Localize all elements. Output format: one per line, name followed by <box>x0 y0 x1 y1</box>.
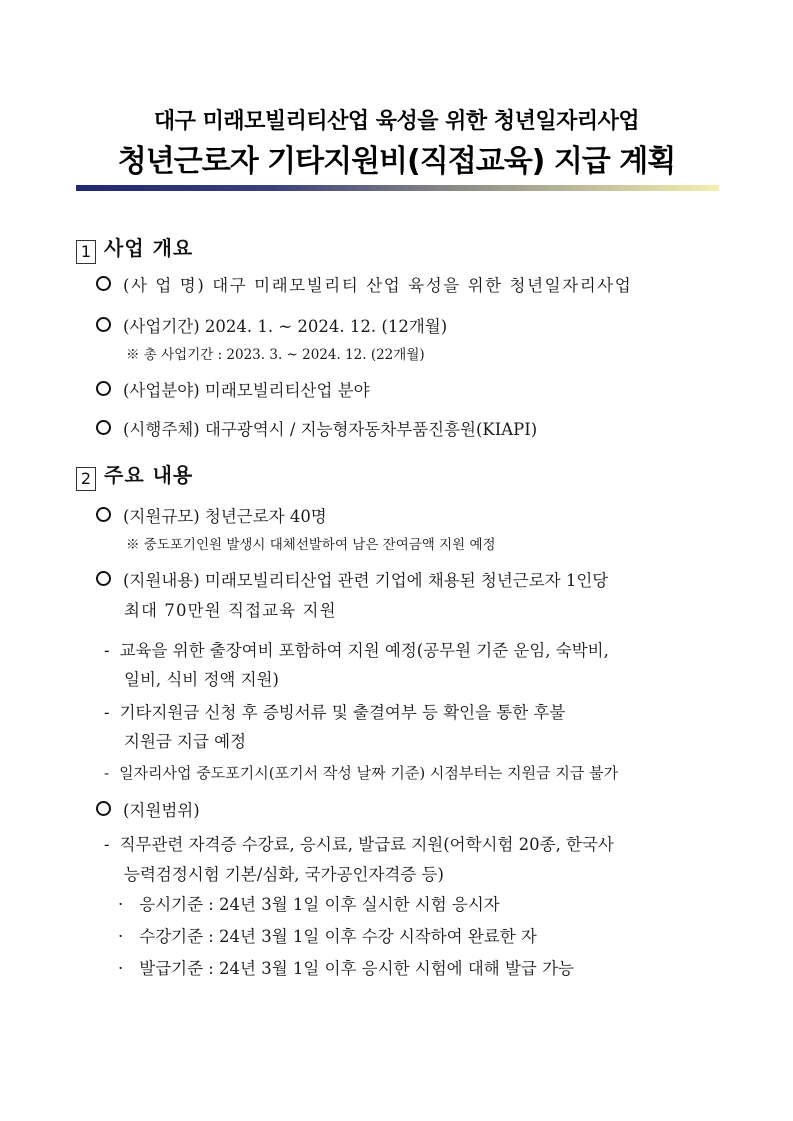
dash-item-continuation <box>124 666 279 690</box>
item-text: 직무관련 자격증 수강료, 응시료, 발급료 지원(어학시험 20종, 한국사 <box>119 835 614 854</box>
item-text: 수강기준 : 24년 3월 1일 이후 수강 시작하여 완료한 자 <box>139 927 537 946</box>
section-number-box: 1 <box>76 240 96 264</box>
circle-bullet-icon <box>96 571 111 586</box>
item-text: 일자리사업 중도포기시(포기서 작성 날짜 기준) 시점부터는 지원금 지급 불가 <box>119 764 619 782</box>
circle-bullet-icon <box>96 381 111 396</box>
item-text: 기타지원금 신청 후 증빙서류 및 출결여부 등 확인을 통한 후불 <box>119 703 566 722</box>
section-title: 주요 내용 <box>104 463 194 487</box>
document-title-line2: 청년근로자 기타지원비(직접교육) 지급 계획 <box>117 144 676 179</box>
section-number-box: 2 <box>76 467 96 491</box>
circle-bullet-icon <box>96 317 111 332</box>
dash-bullet: - <box>104 641 110 660</box>
dot-item <box>118 955 574 979</box>
list-item <box>96 272 632 296</box>
dot-item <box>118 923 537 947</box>
note-text: ※ 중도포기인원 발생시 대체선발하여 남은 잔여금액 지원 예정 <box>126 537 496 553</box>
dash-item <box>104 762 618 783</box>
list-item <box>96 377 370 401</box>
list-item <box>96 416 537 440</box>
item-text: 최대 70만원 직접교육 지원 <box>124 601 337 620</box>
item-text: 지원금 지급 예정 <box>124 732 247 751</box>
dot-bullet: · <box>118 927 124 946</box>
note-text: ※ 총 사업기간 : 2023. 3. ~ 2024. 12. (22개월) <box>126 347 425 363</box>
dot-bullet: · <box>118 959 124 978</box>
item-text: 응시기준 : 24년 3월 1일 이후 실시한 시험 응시자 <box>139 895 500 914</box>
list-item <box>96 503 327 527</box>
item-text: 발급기준 : 24년 3월 1일 이후 응시한 시험에 대해 발급 가능 <box>139 959 574 978</box>
list-item <box>96 567 608 591</box>
item-text: (지원내용) 미래모빌리티산업 관련 기업에 채용된 청년근로자 1인당 <box>123 571 609 590</box>
dash-item <box>104 637 609 661</box>
item-text: 능력검정시험 기본/심화, 국가공인자격증 등) <box>124 865 444 884</box>
document-title-line1: 대구 미래모빌리티산업 육성을 위한 청년일자리사업 <box>153 109 640 134</box>
circle-bullet-icon <box>96 507 111 522</box>
dash-bullet: - <box>104 764 110 782</box>
circle-bullet-icon <box>96 276 111 291</box>
list-item <box>96 797 200 821</box>
item-text: 교육을 위한 출장여비 포함하여 지원 예정(공무원 기준 운임, 숙박비, <box>119 641 609 660</box>
item-text: (사 업 명) 대구 미래모빌리티 산업 육성을 위한 청년일자리사업 <box>123 276 633 295</box>
item-text: (사업분야) 미래모빌리티산업 분야 <box>123 381 370 400</box>
list-item <box>96 313 447 337</box>
circle-bullet-icon <box>96 420 111 435</box>
note-item <box>126 343 425 363</box>
note-item <box>126 533 496 553</box>
dash-bullet: - <box>104 835 110 854</box>
dash-item-continuation <box>124 861 444 885</box>
dot-bullet: · <box>118 895 124 914</box>
item-text: (사업기간) 2024. 1. ~ 2024. 12. (12개월) <box>123 317 448 336</box>
item-text: (지원규모) 청년근로자 40명 <box>123 507 327 526</box>
item-text: (시행주체) 대구광역시 / 지능형자동차부품진흥원(KIAPI) <box>123 420 538 439</box>
section-1-heading <box>76 232 193 264</box>
item-text: (지원범위) <box>123 801 200 820</box>
dot-item <box>118 891 500 915</box>
list-item-continuation <box>124 597 337 621</box>
dash-item <box>104 831 614 855</box>
title-divider <box>76 185 719 191</box>
dash-item-continuation <box>124 728 246 752</box>
section-title: 사업 개요 <box>104 236 194 260</box>
dash-bullet: - <box>104 703 110 722</box>
item-text: 일비, 식비 정액 지원) <box>124 670 279 689</box>
dash-item <box>104 699 565 723</box>
section-2-heading <box>76 459 193 491</box>
circle-bullet-icon <box>96 801 111 816</box>
